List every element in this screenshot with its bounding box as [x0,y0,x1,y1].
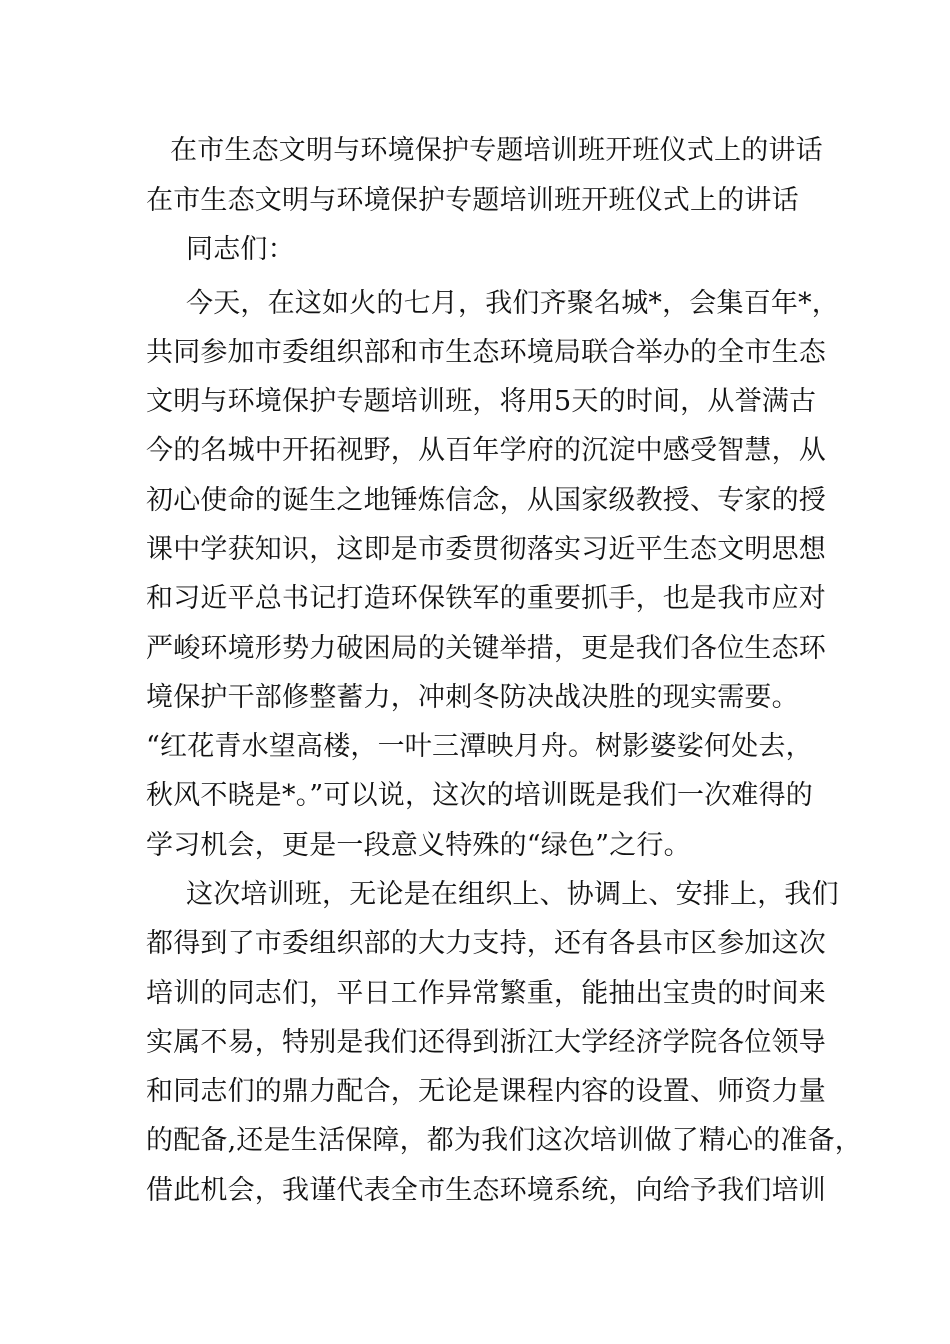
paragraph-1-line: 初心使命的诞生之地锤炼信念，从国家级教授、专家的授 [146,485,826,516]
paragraph-2-line: 借此机会，我谨代表全市生态环境系统，向给予我们培训 [146,1175,826,1206]
document-title: 在市生态文明与环境保护专题培训班开班仪式上的讲话 [170,135,823,166]
paragraph-1-line: 今天，在这如火的七月，我们齐聚名城*，会集百年*， [186,288,839,319]
paragraph-2-line: 的配备,还是生活保障，都为我们这次培训做了精心的准备， [146,1125,862,1156]
paragraph-1-line: 学习机会，更是一段意义特殊的“绿色”之行。 [146,830,691,861]
paragraph-1-line: 严峻环境形势力破困局的关键举措，更是我们各位生态环 [146,633,826,664]
paragraph-1-line: “红花青水望高楼，一叶三潭映月舟。树影婆娑何处去， [146,731,813,762]
greeting: 同志们： [186,234,295,265]
paragraph-1-line: 文明与环境保护专题培训班，将用5天的时间，从誉满古 [146,386,817,417]
paragraph-2-line: 实属不易，特别是我们还得到浙江大学经济学院各位领导 [146,1027,826,1058]
paragraph-2-line: 培训的同志们，平日工作异常繁重，能抽出宝贵的时间来 [146,978,826,1009]
paragraph-1-line: 今的名城中开拓视野，从百年学府的沉淀中感受智慧，从 [146,435,826,466]
paragraph-1-line: 秋风不晓是*。”可以说，这次的培训既是我们一次难得的 [146,780,814,811]
paragraph-1-line: 共同参加市委组织部和市生态环境局联合举办的全市生态 [146,337,826,368]
paragraph-2-line: 这次培训班，无论是在组织上、协调上、安排上，我们 [186,879,839,910]
paragraph-1-line: 和习近平总书记打造环保铁军的重要抓手，也是我市应对 [146,583,826,614]
paragraph-2-line: 都得到了市委组织部的大力支持，还有各县市区参加这次 [146,928,826,959]
paragraph-1-line: 课中学获知识，这即是市委贯彻落实习近平生态文明思想 [146,534,826,565]
document-title-repeat: 在市生态文明与环境保护专题培训班开班仪式上的讲话 [146,185,799,216]
paragraph-2-line: 和同志们的鼎力配合，无论是课程内容的设置、师资力量 [146,1076,826,1107]
paragraph-1-line: 境保护干部修整蓄力，冲刺冬防决战决胜的现实需要。 [146,682,799,713]
